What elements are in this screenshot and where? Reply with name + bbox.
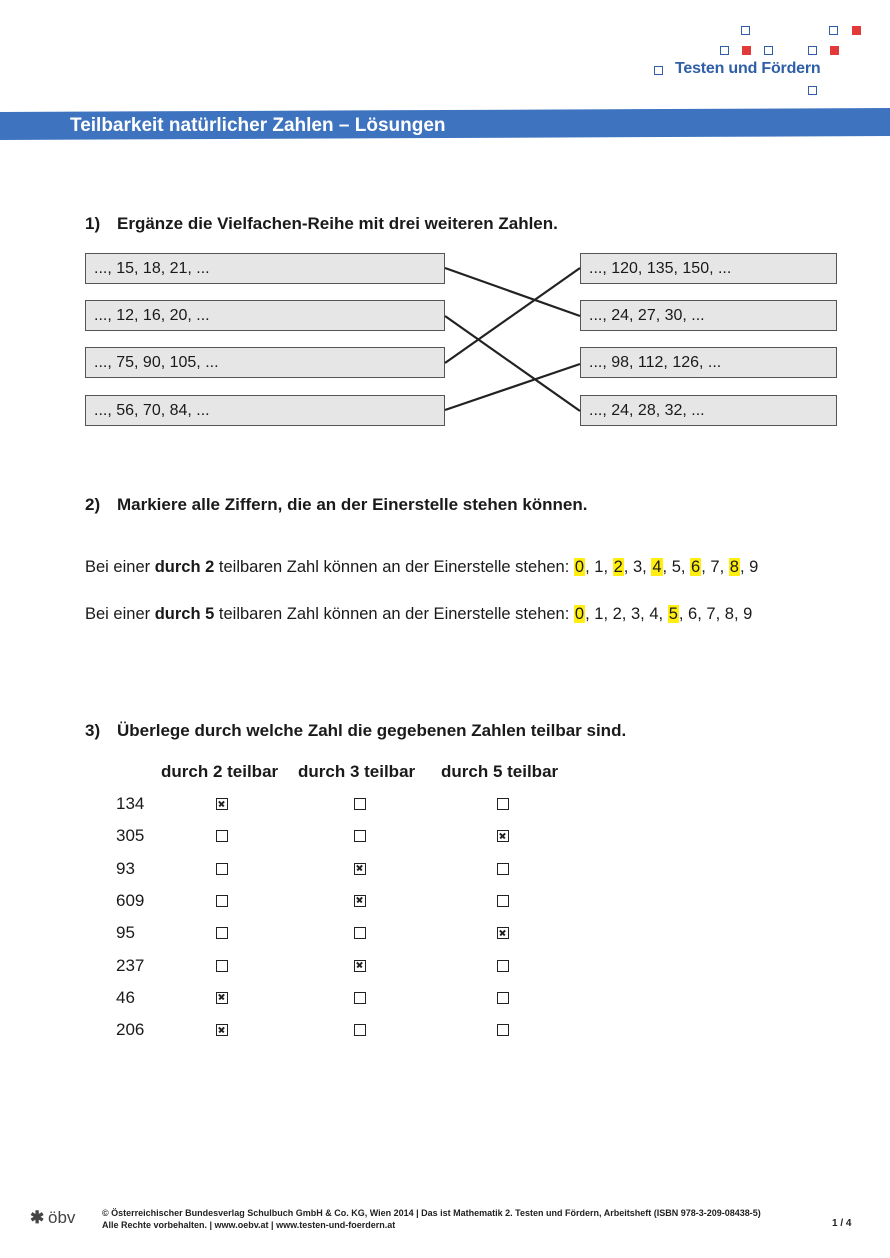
digit[interactable]: 6 — [688, 605, 698, 623]
digit[interactable]: 8 — [724, 605, 734, 623]
column-header: durch 5 teilbar — [441, 762, 559, 781]
checkbox-checked[interactable] — [354, 895, 366, 907]
checkbox[interactable] — [497, 960, 509, 972]
connector-line — [445, 268, 580, 363]
checkbox-checked[interactable] — [216, 798, 228, 810]
digits-line-div2 — [85, 558, 758, 577]
digit-highlighted[interactable]: 4 — [652, 558, 662, 576]
question-2-heading — [85, 495, 588, 515]
question-number: 3) — [85, 721, 101, 740]
left-sequence-box: ..., 15, 18, 21, ... — [85, 253, 445, 284]
row-number: 46 — [116, 987, 135, 1007]
row-number: 237 — [116, 955, 145, 975]
sentence-bold: durch 2 — [154, 558, 215, 576]
checkbox-checked[interactable] — [497, 830, 509, 842]
checkbox[interactable] — [497, 992, 509, 1004]
digit-highlighted[interactable]: 0 — [574, 558, 585, 576]
connector-line — [445, 316, 580, 411]
brand-name: Testen und Fördern — [675, 60, 821, 77]
checkbox[interactable] — [354, 798, 366, 810]
right-sequence-box: ..., 120, 135, 150, ... — [580, 253, 837, 284]
footer-copyright: © Österreichischer Bundesverlag Schulbuch GmbH & Co. KG, Wien 2014 | Das ist Mathematik 2. Testen und Fördern, Arbeitsheft (ISBN 978-3-209-08438-5) — [102, 1208, 761, 1218]
row-number: 206 — [116, 1020, 145, 1040]
digit[interactable]: 7 — [710, 558, 720, 576]
checkbox[interactable] — [497, 895, 509, 907]
sentence-suffix: teilbaren Zahl können an der Einerstelle stehen: — [214, 605, 574, 623]
digits-line-div5 — [85, 605, 752, 624]
digit[interactable]: 5 — [671, 558, 681, 576]
question-text: Überlege durch welche Zahl die gegebenen Zahlen teilbar sind. — [117, 721, 627, 740]
checkbox[interactable] — [216, 960, 228, 972]
question-text: Markiere alle Ziffern, die an der Einerstelle stehen können. — [117, 495, 588, 514]
digit-highlighted[interactable]: 8 — [729, 558, 739, 576]
checkbox[interactable] — [354, 1024, 366, 1036]
digit-highlighted[interactable]: 6 — [691, 558, 701, 576]
connector-line — [445, 364, 580, 410]
checkbox[interactable] — [354, 927, 366, 939]
column-header: durch 2 teilbar — [161, 762, 279, 781]
checkbox[interactable] — [216, 927, 228, 939]
digit-highlighted[interactable]: 2 — [613, 558, 623, 576]
sentence-bold: durch 5 — [154, 605, 215, 623]
sentence-prefix: Bei einer — [85, 605, 155, 623]
right-sequence-box: ..., 98, 112, 126, ... — [580, 347, 837, 378]
publisher-logo: ✱ öbv — [30, 1208, 76, 1227]
question-number: 1) — [85, 214, 101, 233]
checkbox-checked[interactable] — [354, 960, 366, 972]
row-number: 609 — [116, 890, 145, 910]
connection-lines — [0, 0, 890, 450]
row-number: 93 — [116, 858, 135, 878]
digit-highlighted[interactable]: 0 — [574, 605, 585, 623]
right-sequence-box: ..., 24, 27, 30, ... — [580, 300, 837, 331]
checkbox-checked[interactable] — [497, 927, 509, 939]
column-header: durch 3 teilbar — [298, 762, 416, 781]
checkbox[interactable] — [216, 895, 228, 907]
row-number: 134 — [116, 794, 145, 813]
right-sequence-box: ..., 24, 28, 32, ... — [580, 395, 837, 426]
digit[interactable]: 3 — [632, 558, 643, 576]
row-number: 305 — [116, 826, 145, 846]
sentence-suffix: teilbaren Zahl können an der Einerstelle stehen: — [214, 558, 574, 576]
page-title: Teilbarkeit natürlicher Zahlen – Lösungen — [70, 115, 446, 136]
checkbox[interactable] — [216, 863, 228, 875]
sentence-prefix: Bei einer — [85, 558, 155, 576]
connector-line — [445, 268, 580, 316]
page-number: 1 / 4 — [832, 1218, 852, 1229]
question-3-heading — [85, 721, 626, 741]
digit-highlighted[interactable]: 5 — [668, 605, 678, 623]
checkbox-checked[interactable] — [216, 1024, 228, 1036]
checkbox-checked[interactable] — [216, 992, 228, 1004]
digit[interactable]: 9 — [749, 558, 759, 576]
left-sequence-box: ..., 12, 16, 20, ... — [85, 300, 445, 331]
checkbox[interactable] — [216, 830, 228, 842]
publisher-logo-text: öbv — [47, 1208, 76, 1227]
digit-list: 0, 1, 2, 3, 4, 5, 6, 7, 8, 9 — [574, 605, 753, 623]
digit-list: 0, 1, 2, 3, 4, 5, 6, 7, 8, 9 — [574, 558, 759, 576]
question-number: 2) — [85, 495, 101, 514]
checkbox[interactable] — [354, 830, 366, 842]
digit[interactable]: 1 — [594, 558, 604, 576]
checkbox[interactable] — [354, 992, 366, 1004]
checkbox[interactable] — [497, 1024, 509, 1036]
digit[interactable]: 1 — [594, 605, 604, 623]
checkbox-checked[interactable] — [354, 863, 366, 875]
footer-links: Alle Rechte vorbehalten. | www.oebv.at | www.testen-und-foerdern.at — [102, 1220, 396, 1230]
left-sequence-box: ..., 56, 70, 84, ... — [85, 395, 445, 426]
digit[interactable]: 3 — [630, 605, 641, 623]
row-number: 95 — [116, 923, 135, 943]
digit[interactable]: 4 — [649, 605, 659, 623]
digit[interactable]: 7 — [706, 605, 716, 623]
digit[interactable]: 9 — [743, 605, 753, 623]
left-sequence-box: ..., 75, 90, 105, ... — [85, 347, 445, 378]
checkbox[interactable] — [497, 863, 509, 875]
question-text: Ergänze die Vielfachen-Reihe mit drei weiteren Zahlen. — [117, 214, 558, 233]
checkbox[interactable] — [497, 798, 509, 810]
digit[interactable]: 2 — [612, 605, 622, 623]
